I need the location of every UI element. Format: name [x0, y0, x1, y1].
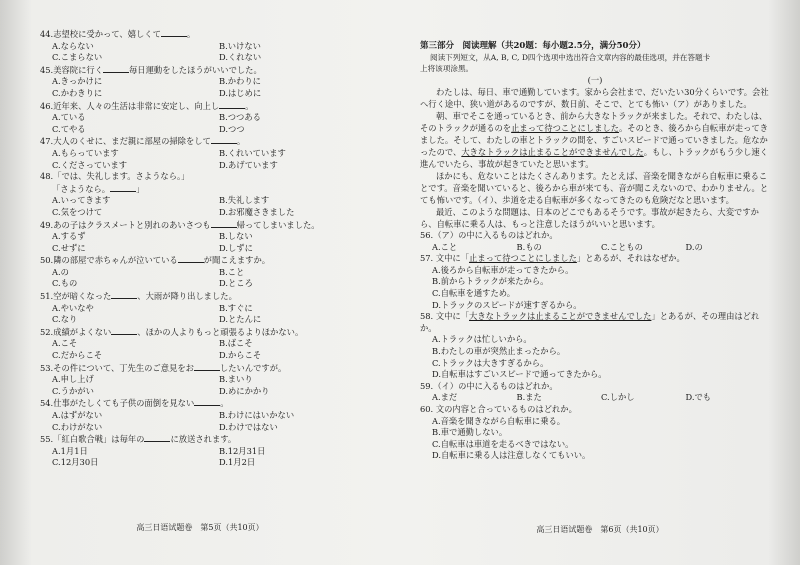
question-60: 60. 文の内容と合っているものはどれか。	[420, 403, 577, 414]
question-number: 44.	[40, 29, 54, 39]
question-text: 。	[186, 29, 196, 39]
question-59: 59.（イ）の中に入るものはどれか。	[420, 380, 558, 391]
question-text: 」とあるが、その理由はどれか。	[420, 311, 760, 333]
paragraph-text: 。そのとき、後ろから自転車が走ってきました。そして、わたしの車とトラックの間を、すごいスピードで通っていきました。危なかったので、	[420, 123, 768, 157]
question-options	[40, 148, 386, 171]
option: B.12月31日	[219, 445, 266, 456]
option: D.めにかかり	[219, 385, 270, 396]
option: C.自転車は車道を走るべきではない。	[432, 438, 574, 449]
option: A.きっかけに	[52, 76, 103, 87]
question-56-options	[420, 242, 770, 254]
option: C.うかがい	[52, 385, 94, 396]
option: B.しない	[219, 231, 253, 242]
option: A.1月1日	[52, 445, 88, 456]
option: A.こと	[432, 241, 458, 252]
option: D.わけではない	[219, 421, 278, 432]
option: A.いってきます	[52, 195, 111, 206]
option: B.まいり	[219, 374, 253, 385]
answer-blank	[144, 433, 170, 442]
question-54	[40, 397, 386, 410]
answer-blank	[103, 64, 129, 73]
option: A.こそ	[52, 338, 78, 349]
right-page	[400, 0, 800, 565]
option: B.すぐに	[219, 302, 253, 313]
question-text: したいんですが。	[219, 362, 287, 373]
option: A.申し上げ	[52, 374, 94, 385]
question-options	[40, 41, 386, 64]
question-51	[40, 290, 386, 303]
option: B.もの	[516, 241, 542, 252]
question-text: 。	[236, 136, 246, 147]
option: C.くださっています	[52, 159, 128, 170]
question-number: 54.	[40, 398, 54, 409]
option: C.自転車を通すため。	[432, 287, 516, 298]
question-number: 47.	[40, 136, 54, 147]
question-text: 「では、失礼します。さようなら。」	[53, 171, 190, 182]
option: A.ならない	[52, 40, 94, 51]
passage-number: (一)	[587, 75, 603, 85]
question-text: 志望校に受かって、嬉しくて	[53, 29, 161, 39]
question-text: 大人のくせに、まだ親に部屋の掃除をして	[53, 136, 211, 147]
option: B.かわりに	[219, 76, 261, 87]
section-title: 第三部分 阅读理解（共20题：每小题2.5分，满分50分）	[420, 41, 646, 51]
option: D.自転車はすごいスピードで通ってきたから。	[432, 369, 607, 380]
option: D.あげています	[219, 159, 278, 170]
question-46	[40, 100, 386, 113]
question-text: 仕事がたしくても子供の面倒を見ない	[53, 398, 195, 409]
option: A.ている	[52, 112, 86, 123]
option: B.車で通勤しない。	[432, 427, 508, 438]
question-58	[420, 311, 770, 334]
question-text: に放送されます。	[170, 434, 237, 445]
answer-blank	[211, 219, 237, 228]
paragraph-text: 朝、車でそこを通っているとき、前から大きなトラックが来ました。それで、わたしは、そのトラックが通るのを	[420, 111, 768, 133]
option: D.からこそ	[219, 350, 262, 361]
option: B.また	[516, 392, 542, 403]
question-text: 。	[220, 398, 229, 409]
question-number: 45.	[40, 64, 54, 75]
underlined-phrase-2: 大きなトラックは止まることができませんでした	[461, 147, 644, 157]
question-text: 」	[136, 183, 145, 194]
option: C.かわきりに	[52, 87, 103, 98]
answer-blank	[194, 397, 220, 406]
answer-blank	[219, 100, 245, 109]
question-48	[40, 171, 386, 183]
option: D.ところ	[219, 278, 253, 289]
option: B.ばこそ	[219, 338, 253, 349]
option: A.後ろから自転車が走ってきたから。	[432, 264, 574, 275]
option: B.つつある	[219, 112, 261, 123]
quoted-phrase: 止まって待つことにしました	[469, 253, 577, 264]
question-45	[40, 64, 386, 77]
option: D.の	[685, 241, 703, 252]
option: C.トラックは大きすぎるから。	[432, 357, 549, 368]
paragraph-text: 。もし、トラックがもう少し速く進んでいたら、事故が起きていたと思います。	[420, 147, 768, 169]
answer-blank	[111, 290, 137, 299]
question-55	[40, 433, 386, 446]
question-text: 「紅白歌合戦」は毎年の	[53, 434, 145, 445]
question-options	[40, 410, 386, 433]
answer-blank	[110, 183, 136, 192]
quoted-phrase: 大きなトラックは止まることができませんでした	[469, 311, 652, 322]
question-44	[40, 28, 386, 41]
question-options	[40, 112, 386, 135]
question-57	[420, 253, 770, 265]
question-number: 51.	[40, 291, 54, 302]
option: C.こまらない	[52, 52, 103, 63]
option: D.はじめに	[219, 87, 262, 98]
question-text: 隣の部屋で赤ちゃんが泣いている	[53, 255, 178, 266]
question-50	[40, 254, 386, 267]
option: D.とたんに	[219, 314, 262, 325]
option: A.まだ	[432, 392, 458, 403]
question-text: 美容院に行く	[53, 64, 103, 75]
question-number: 48.	[40, 171, 54, 182]
option: B.わけにはいかない	[219, 410, 295, 420]
option: A.トラックは忙しいから。	[432, 334, 532, 345]
option: B.わたしの車が突然止まったから。	[432, 345, 566, 356]
question-text: あの子はクラスメートと別れのあいさつも	[53, 219, 211, 230]
option: A.音楽を聞きながら自転車に乗る。	[432, 415, 566, 426]
question-text: その件について、丁先生のご意見をお	[53, 362, 194, 373]
passage-paragraph-2	[420, 110, 770, 170]
option: C.てやる	[52, 123, 86, 134]
option: C.12月30日	[52, 457, 99, 468]
question-options	[40, 195, 386, 218]
page-footer-right: 高三日语试题卷 第6页（共10页）	[536, 525, 664, 534]
question-options	[40, 76, 386, 99]
question-52	[40, 326, 386, 339]
question-options	[40, 267, 386, 290]
option: C.せずに	[52, 242, 86, 253]
page-footer-left: 高三日语试题卷 第5页（共10页）	[136, 523, 264, 532]
option: B.失礼します	[219, 195, 270, 206]
question-text: 、大雨が降り出しました。	[137, 291, 237, 302]
option: C.わけがない	[52, 421, 103, 432]
option: A.の	[52, 266, 69, 277]
question-number: 49.	[40, 219, 54, 230]
question-text: 、ほかの人よりもっと頑張るよりほかない。	[137, 326, 304, 337]
option: A.はずがない	[52, 410, 103, 420]
question-options	[40, 446, 386, 469]
question-49	[40, 219, 386, 232]
option: B.くれいています	[219, 147, 286, 158]
question-text: 帰ってしまいました。	[236, 219, 320, 230]
option: D.トラックのスピードが速すぎるから。	[432, 299, 582, 310]
question-text: 空が暗くなった	[53, 291, 112, 302]
question-number: 50.	[40, 255, 54, 266]
passage-paragraph-1: わたしは、毎日、車で通勤しています。家から会社まで、だいたい30分くらいです。会社へ行く途中、狭い道があるのですが、数日前、そこで、とても怖い（ア）がありました。	[420, 87, 769, 109]
question-text: 。	[245, 100, 254, 111]
answer-blank	[194, 362, 220, 371]
option: A.もらっています	[52, 147, 119, 158]
answer-blank	[161, 28, 187, 37]
question-text: 57. 文中に「	[420, 253, 470, 264]
option: C.もの	[52, 278, 78, 289]
question-text: 毎日運動をしたほうがいいでした。	[129, 64, 262, 75]
question-text: 成績がよくない	[53, 326, 112, 337]
question-options	[40, 374, 386, 397]
passage-paragraph-3: ほかにも、危ないことはたくさんあります。たとえば、音楽を聞きながら自転車に乗ることです。音楽を聞いていると、後ろから車が来ても、音が聞こえないので、わかりません。とても怖いです。（イ）、歩道を走る自転車が多くなってきたのも危険だなと思います。	[420, 171, 769, 205]
section-instruction-2: 上将该项涂黑。	[420, 64, 474, 73]
section-instruction-1: 阅读下列短文，从A, B, C, D四个选项中选出符合文章内容的最佳选项，并在答题卡	[430, 53, 711, 62]
option: B.いけない	[219, 40, 261, 51]
option: A.やいなや	[52, 302, 94, 313]
option: B.前からトラックが来たから。	[432, 276, 549, 287]
option: C.気をつけて	[52, 206, 103, 217]
option: C.しかし	[601, 392, 635, 403]
option: D.自転車に乗る人は注意しなくてもいい。	[432, 450, 591, 461]
question-56: 56.（ア）の中に入るものはどれか。	[420, 230, 558, 240]
question-text: 「さようなら。	[52, 183, 111, 194]
option: D.1月2日	[219, 457, 256, 468]
question-text: 近年来、人々の生活は非常に安定し、向上し	[53, 100, 220, 111]
option: D.つつ	[219, 123, 245, 134]
option: D.くれない	[219, 52, 262, 63]
question-number: 46.	[40, 100, 54, 111]
passage-paragraph-4: 最近、このような問題は、日本のどこでもあるそうです。事故が起きたら、大変ですから、自転車に乗る人は、もっと注意したほうがいいと思います。	[420, 207, 759, 229]
question-48-line-2	[40, 183, 386, 196]
question-53	[40, 362, 386, 375]
question-options	[40, 231, 386, 254]
option: B.こと	[219, 266, 245, 277]
option: D.しずに	[219, 242, 253, 253]
question-text: が聞こえますか。	[203, 255, 271, 266]
question-number: 55.	[40, 434, 54, 445]
question-number: 52.	[40, 326, 54, 337]
answer-blank	[178, 254, 204, 263]
question-options	[40, 338, 386, 361]
underlined-phrase-1: 止まって待つことにしました	[511, 123, 619, 133]
question-text: 58. 文中に「	[420, 311, 470, 322]
option: C.だからこそ	[52, 350, 103, 361]
option: D.お邪魔さきました	[219, 206, 295, 217]
question-text: 」とあるが、それはなぜか。	[576, 253, 685, 264]
answer-blank	[111, 326, 137, 335]
question-number: 53.	[40, 362, 54, 373]
question-47	[40, 135, 386, 148]
question-options	[40, 303, 386, 326]
option: C.なり	[52, 314, 78, 325]
option: A.するず	[52, 231, 86, 242]
answer-blank	[211, 135, 237, 144]
option: C.こともの	[601, 241, 643, 252]
question-59-options	[420, 392, 770, 404]
option: D.でも	[685, 392, 712, 403]
